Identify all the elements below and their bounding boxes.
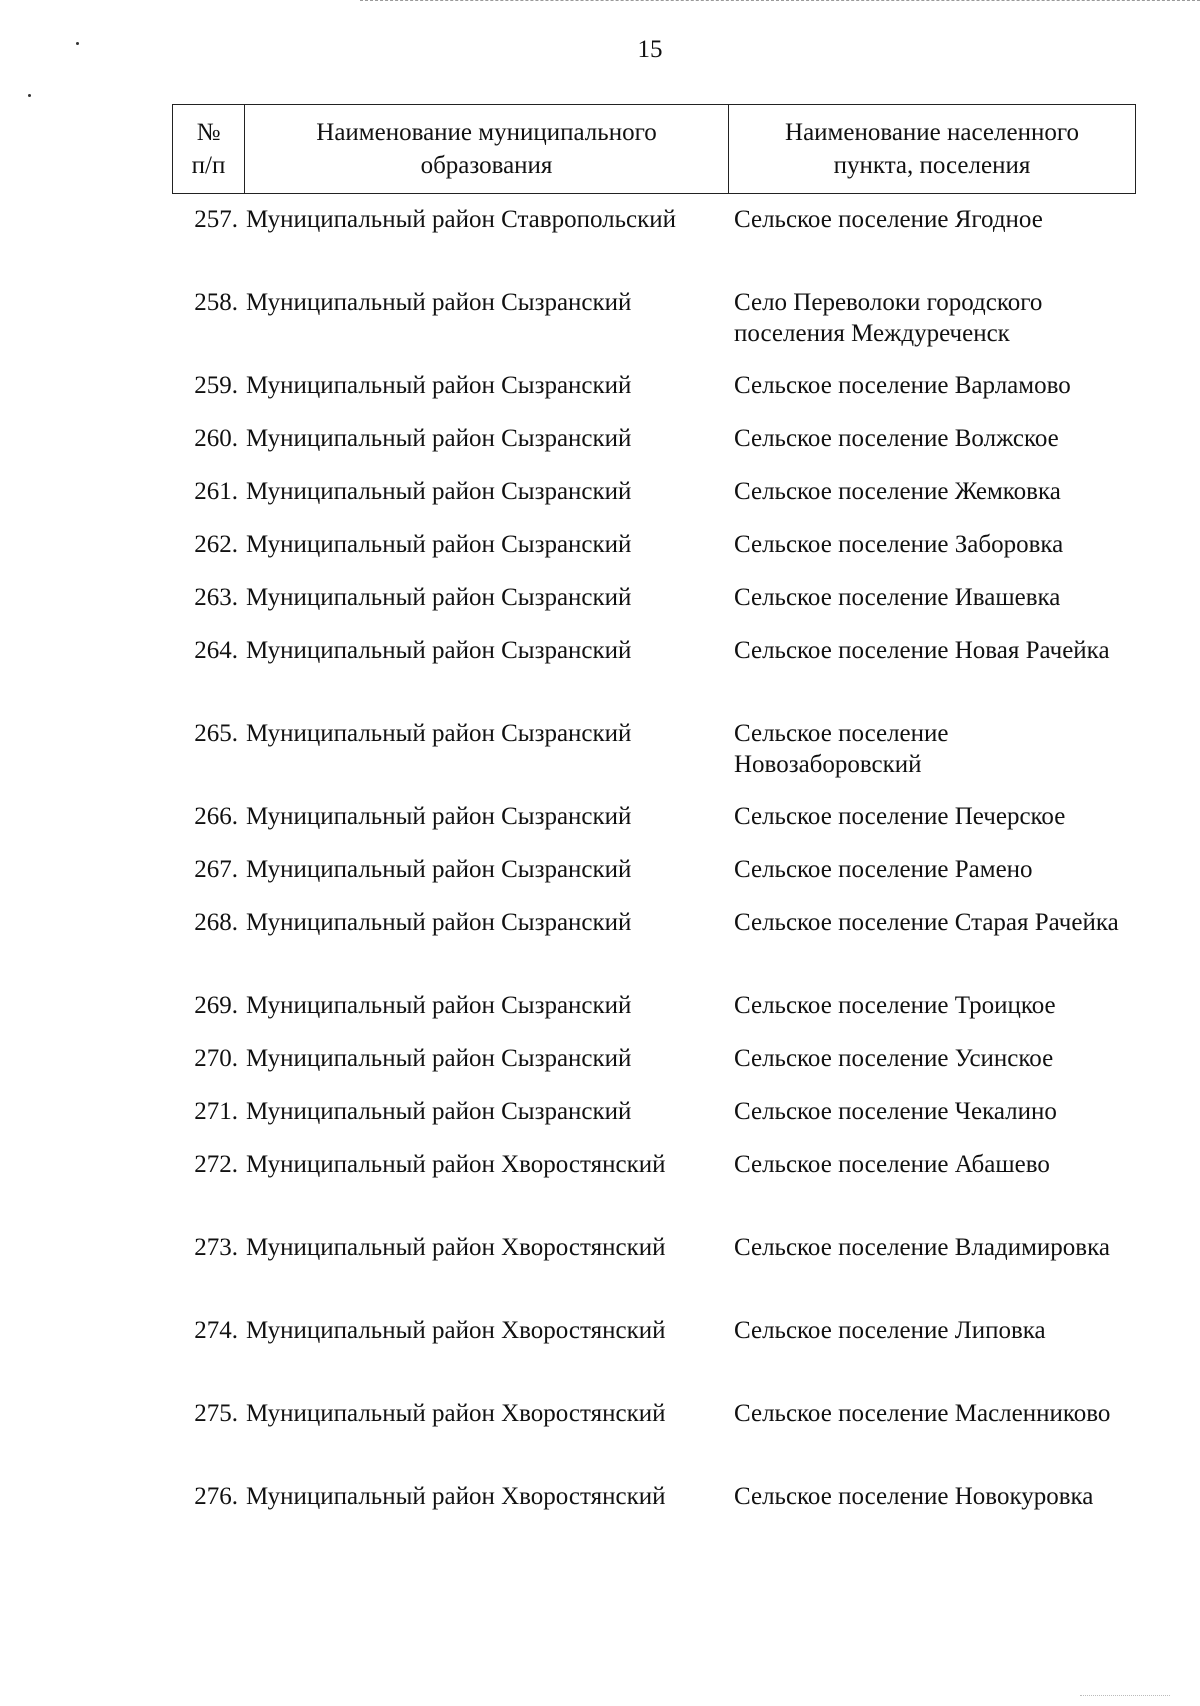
row-number: 276. [194, 1483, 238, 1510]
row-settlement: Сельское поселение Рамено [734, 856, 1033, 883]
table-row [172, 204, 1136, 287]
scan-speck [28, 94, 31, 97]
table-row [172, 1149, 1136, 1232]
row-settlement: Сельское поселение Жемковка [734, 478, 1061, 505]
row-municipality: Муниципальный район Сызранский [246, 584, 632, 611]
scan-edge-top [360, 0, 1200, 4]
row-municipality: Муниципальный район Сызранский [246, 289, 632, 316]
table-row [172, 801, 1136, 854]
row-settlement: Сельское поселение Усинское [734, 1045, 1054, 1072]
row-municipality: Муниципальный район Сызранский [246, 478, 632, 505]
row-number: 260. [194, 425, 238, 452]
row-municipality: Муниципальный район Сызранский [246, 992, 632, 1019]
row-number: 264. [194, 637, 238, 664]
row-municipality: Муниципальный район Сызранский [246, 531, 632, 558]
header-settlement [729, 105, 1135, 193]
table-row [172, 718, 1136, 801]
row-municipality: Муниципальный район Хворостянский [246, 1151, 666, 1178]
row-settlement: Сельское поселение Ягодное [734, 206, 1043, 233]
row-municipality: Муниципальный район Хворостянский [246, 1400, 666, 1427]
row-settlement: Сельское поселение Заборовка [734, 531, 1064, 558]
table-row [172, 476, 1136, 529]
row-municipality: Муниципальный район Сызранский [246, 1045, 632, 1072]
table-row [172, 907, 1136, 990]
row-municipality: Муниципальный район Сызранский [246, 637, 632, 664]
header-number [173, 105, 245, 193]
row-settlement: Сельское поселение Троицкое [734, 992, 1056, 1019]
table-row [172, 287, 1136, 370]
row-number: 259. [194, 372, 238, 399]
row-settlement: Сельское поселение Печерское [734, 803, 1066, 830]
header-number-label: № п/п [191, 119, 226, 179]
header-municipality [245, 105, 729, 193]
table-row [172, 582, 1136, 635]
table-body [172, 204, 1136, 1564]
table-row [172, 1232, 1136, 1315]
row-municipality: Муниципальный район Сызранский [246, 909, 632, 936]
row-municipality: Муниципальный район Сызранский [246, 425, 632, 452]
row-settlement: Село Переволоки городского поселения Междуреченск [734, 289, 1043, 347]
row-number: 274. [194, 1317, 238, 1344]
row-number: 261. [194, 478, 238, 505]
table-header [172, 104, 1136, 194]
row-settlement: Сельское поселение Чекалино [734, 1098, 1057, 1125]
row-number: 263. [194, 584, 238, 611]
row-municipality: Муниципальный район Хворостянский [246, 1483, 666, 1510]
table-row [172, 854, 1136, 907]
row-municipality: Муниципальный район Сызранский [246, 1098, 632, 1125]
row-number: 271. [194, 1098, 238, 1125]
row-settlement: Сельское поселение Владимировка [734, 1234, 1110, 1261]
row-municipality: Муниципальный район Хворостянский [246, 1234, 666, 1261]
table-row [172, 529, 1136, 582]
table-row [172, 1043, 1136, 1096]
row-municipality: Муниципальный район Хворостянский [246, 1317, 666, 1344]
row-number: 272. [194, 1151, 238, 1178]
row-settlement: Сельское поселение Ивашевка [734, 584, 1061, 611]
row-number: 262. [194, 531, 238, 558]
row-number: 270. [194, 1045, 238, 1072]
row-municipality: Муниципальный район Сызранский [246, 856, 632, 883]
row-number: 266. [194, 803, 238, 830]
row-number: 273. [194, 1234, 238, 1261]
row-number: 265. [194, 720, 238, 747]
page-number: 15 [637, 36, 663, 63]
row-municipality: Муниципальный район Ставропольский [246, 206, 677, 233]
row-number: 269. [194, 992, 238, 1019]
row-settlement: Сельское поселение Новая Рачейка [734, 637, 1110, 664]
row-number: 258. [194, 289, 238, 316]
row-municipality: Муниципальный район Сызранский [246, 803, 632, 830]
row-settlement: Сельское поселение Старая Рачейка [734, 909, 1119, 936]
row-settlement: Сельское поселение Варламово [734, 372, 1071, 399]
row-number: 257. [194, 206, 238, 233]
table-row [172, 1398, 1136, 1481]
header-settlement-label: Наименование населенного пункта, поселения [785, 119, 1079, 179]
row-number: 267. [194, 856, 238, 883]
row-number: 275. [194, 1400, 238, 1427]
row-settlement: Сельское поселение Липовка [734, 1317, 1046, 1344]
row-number: 268. [194, 909, 238, 936]
row-municipality: Муниципальный район Сызранский [246, 720, 632, 747]
table-row [172, 370, 1136, 423]
header-municipality-label: Наименование муниципального образования [316, 119, 657, 179]
table-row [172, 1096, 1136, 1149]
table-row [172, 1315, 1136, 1398]
row-settlement: Сельское поселение Волжское [734, 425, 1059, 452]
row-settlement: Сельское поселение Новокуровка [734, 1483, 1094, 1510]
table-row [172, 1481, 1136, 1564]
table-row [172, 423, 1136, 476]
row-municipality: Муниципальный район Сызранский [246, 372, 632, 399]
row-settlement: Сельское поселение Абашево [734, 1151, 1050, 1178]
table-row [172, 990, 1136, 1043]
row-settlement: Сельское поселение Масленниково [734, 1400, 1111, 1427]
row-settlement: Сельское поселение Новозаборовский [734, 720, 949, 778]
table-row [172, 635, 1136, 718]
scan-edge-bottom [1080, 1695, 1170, 1700]
